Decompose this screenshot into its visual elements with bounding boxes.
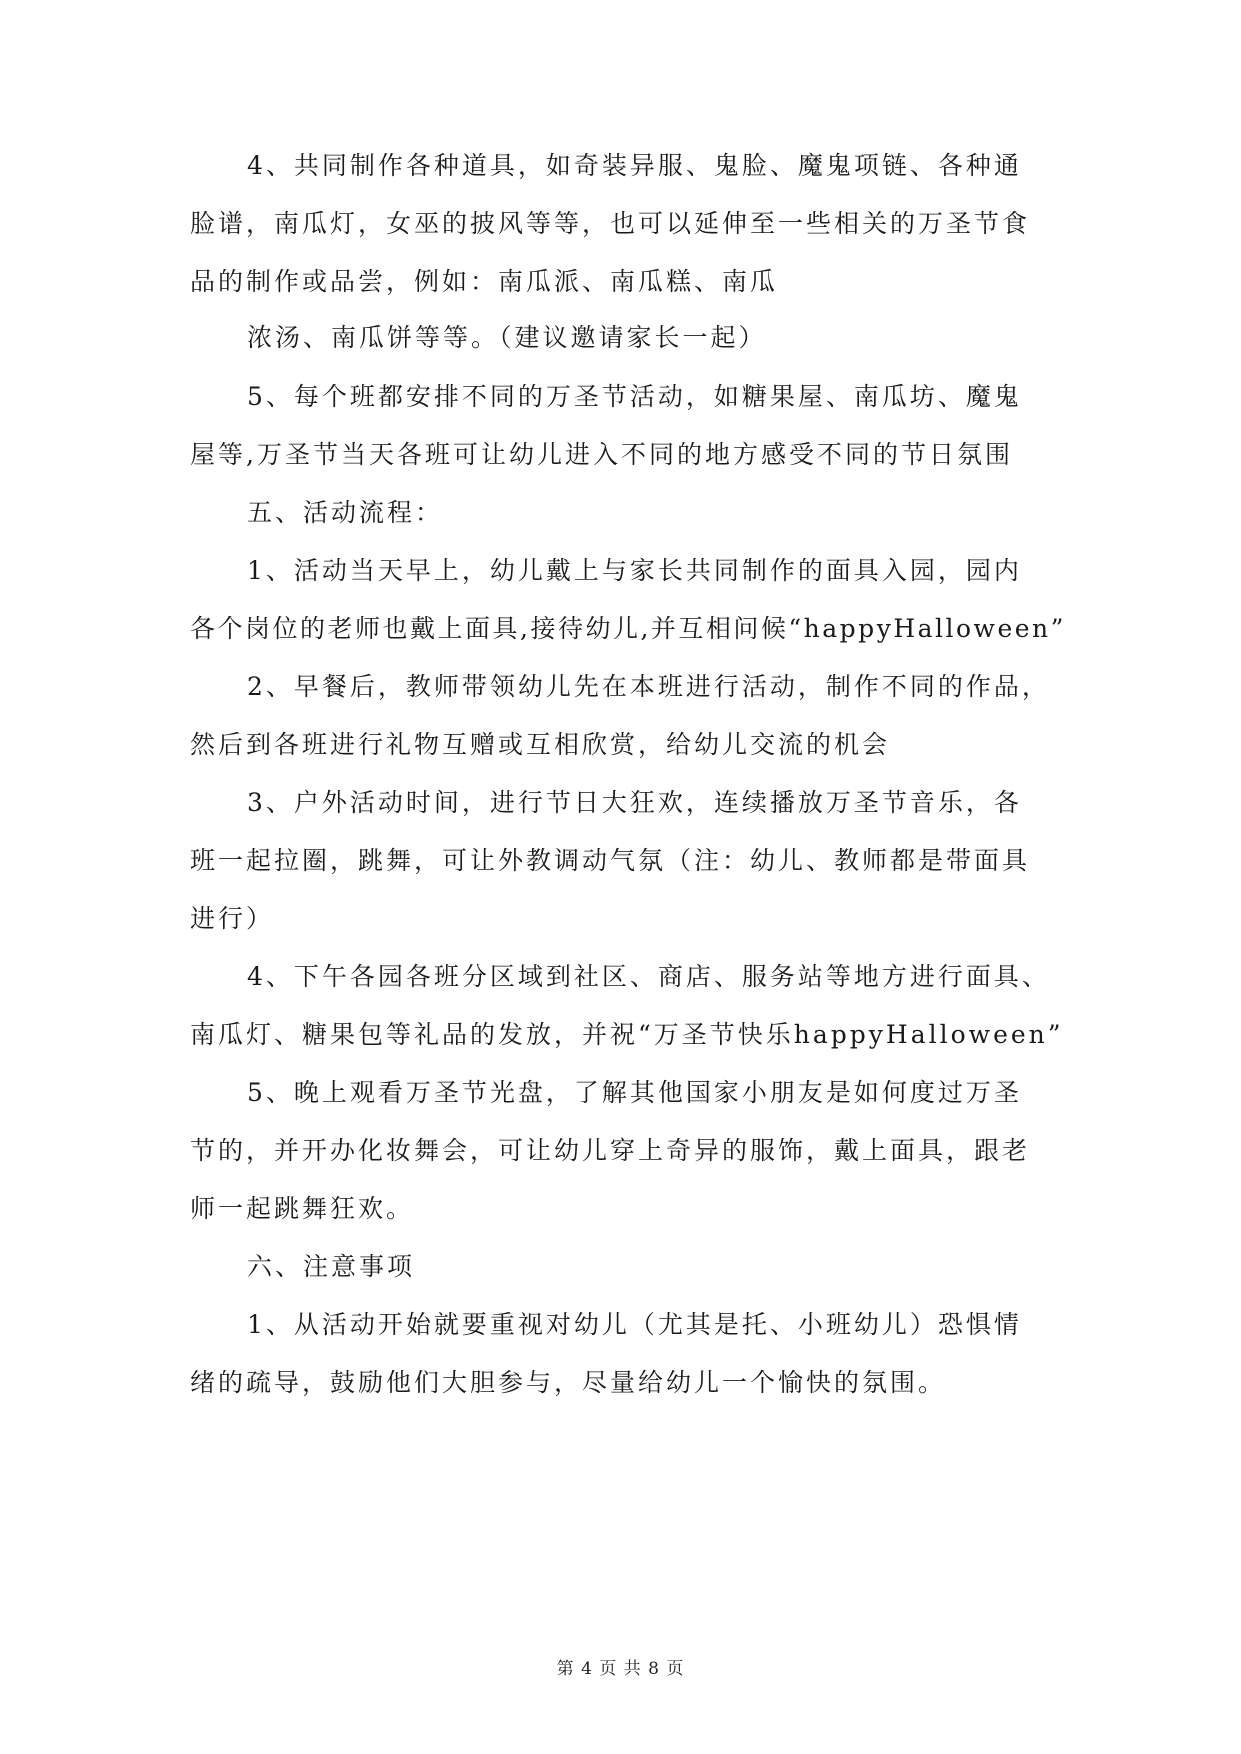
paragraph-line: 浓汤、南瓜饼等等。（建议邀请家长一起） xyxy=(247,323,767,352)
paragraph-line: 绪的疏导，鼓励他们大胆参与，尽量给幼儿一个愉快的氛围。 xyxy=(190,1368,947,1397)
paragraph-line: 脸谱，南瓜灯，女巫的披风等等，也可以延伸至一些相关的万圣节食 xyxy=(190,209,1031,238)
paragraph-line: 4、共同制作各种道具，如奇装异服、鬼脸、魔鬼项链、各种通 xyxy=(247,151,1022,180)
paragraph-line: 2、早餐后，教师带领幼儿先在本班进行活动，制作不同的作品， xyxy=(247,672,1050,701)
paragraph-line: 班一起拉圈，跳舞，可让外教调动气氛（注：幼儿、教师都是带面具 xyxy=(190,846,1031,875)
paragraph-line: 3、户外活动时间，进行节日大狂欢，连续播放万圣节音乐，各 xyxy=(247,788,1022,817)
paragraph-line: 各个岗位的老师也戴上面具,接待幼儿,并互相问候“happyHalloween” xyxy=(190,614,1066,643)
paragraph-line: 然后到各班进行礼物互赠或互相欣赏，给幼儿交流的机会 xyxy=(190,730,891,759)
section-heading: 五、活动流程： xyxy=(247,498,444,527)
paragraph-line: 品的制作或品尝，例如：南瓜派、南瓜糕、南瓜 xyxy=(190,267,779,296)
page-footer: 第 4 页 共 8 页 xyxy=(556,1659,685,1679)
paragraph-line: 4、下午各园各班分区域到社区、商店、服务站等地方进行面具、 xyxy=(247,962,1050,991)
paragraph-line: 1、活动当天早上，幼儿戴上与家长共同制作的面具入园，园内 xyxy=(247,556,1022,585)
section-heading: 六、注意事项 xyxy=(247,1252,416,1281)
paragraph-line: 1、从活动开始就要重视对幼儿（尤其是托、小班幼儿）恐惧情 xyxy=(247,1310,1022,1339)
paragraph-line: 节的，并开办化妆舞会，可让幼儿穿上奇异的服饰，戴上面具，跟老 xyxy=(190,1136,1031,1165)
paragraph-line: 5、晚上观看万圣节光盘，了解其他国家小朋友是如何度过万圣 xyxy=(247,1078,1022,1107)
paragraph-line: 5、每个班都安排不同的万圣节活动，如糖果屋、南瓜坊、魔鬼 xyxy=(247,382,1022,411)
paragraph-line: 南瓜灯、糖果包等礼品的发放，并祝“万圣节快乐happyHalloween” xyxy=(190,1020,1064,1049)
paragraph-line: 屋等,万圣节当天各班可让幼儿进入不同的地方感受不同的节日氛围 xyxy=(190,440,1013,469)
paragraph-line: 师一起跳舞狂欢。 xyxy=(190,1194,415,1223)
paragraph-line: 进行） xyxy=(190,904,275,933)
